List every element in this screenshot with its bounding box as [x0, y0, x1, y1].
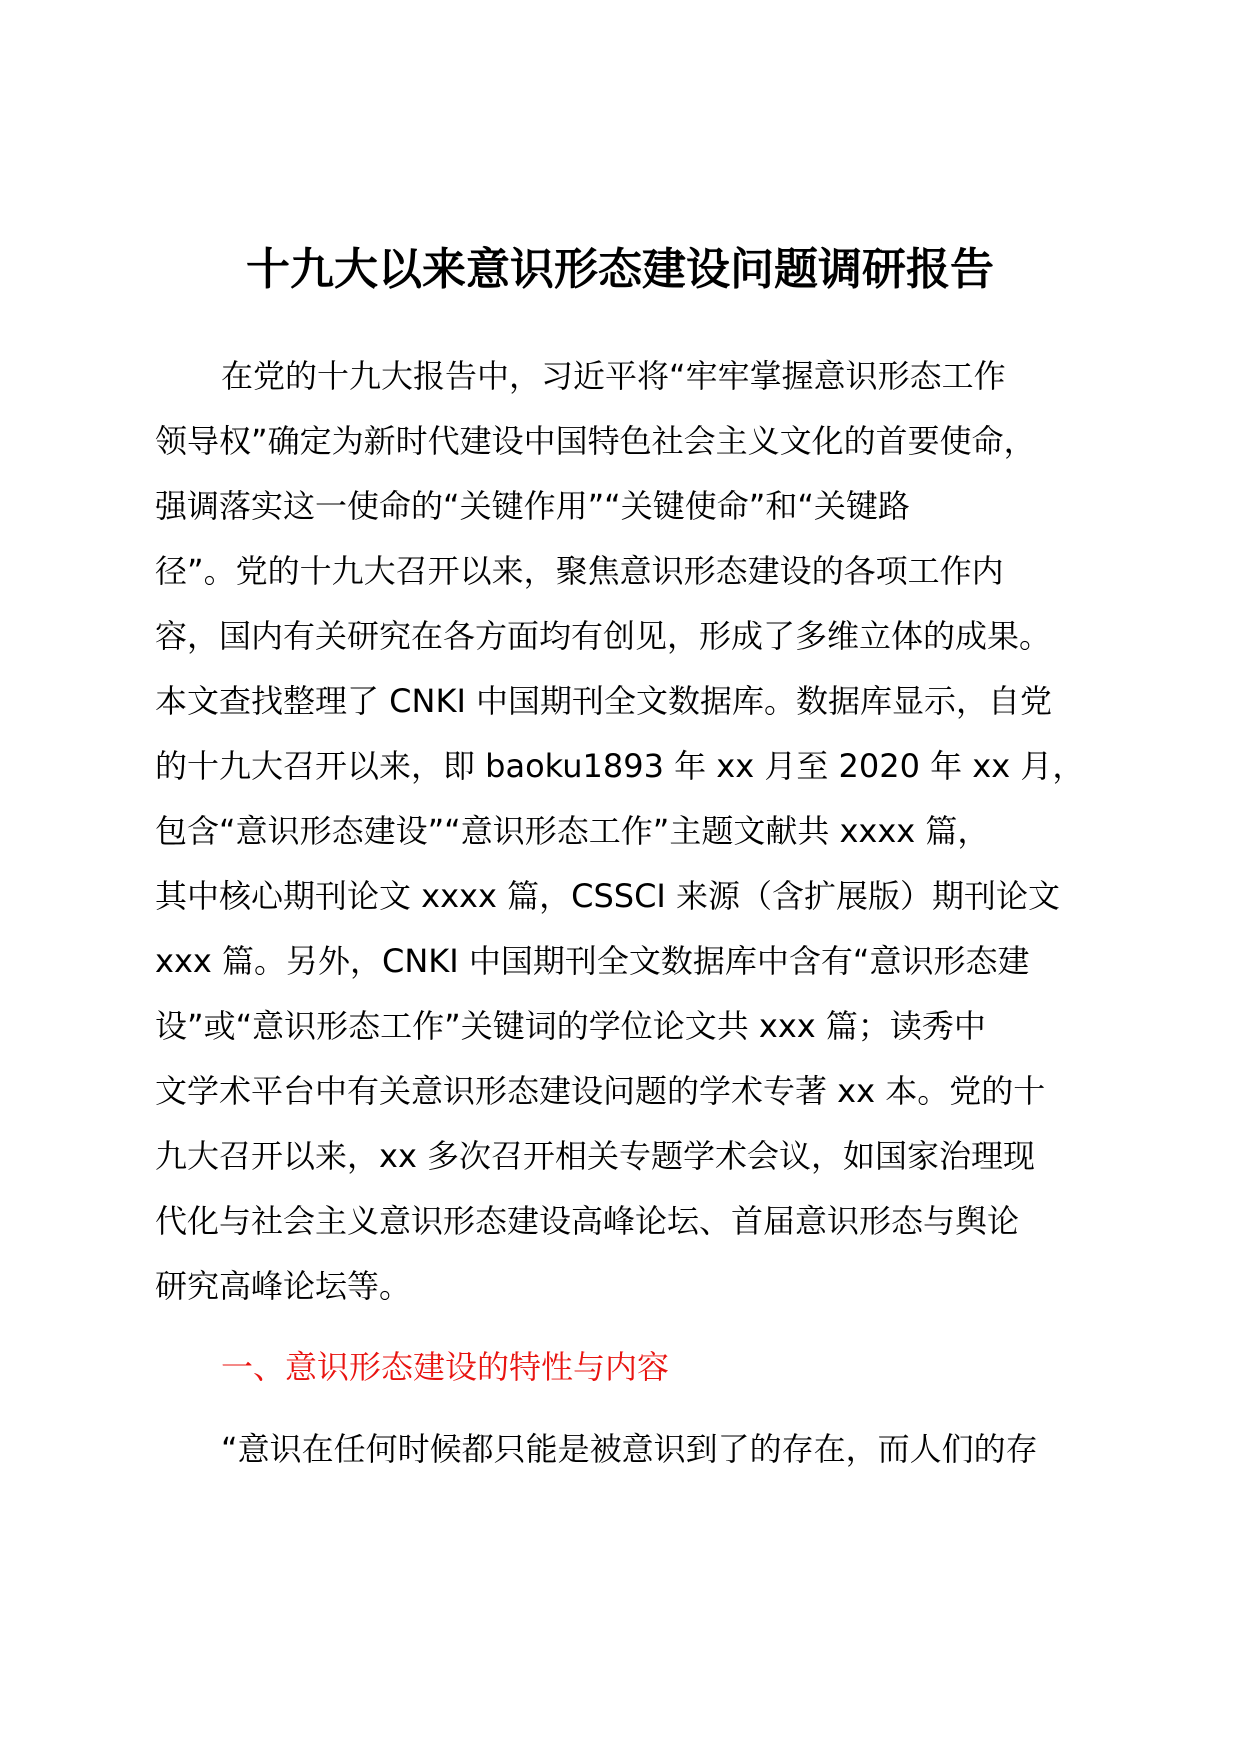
paragraph-line: 领导权”确定为新时代建设中国特色社会主义文化的首要使命，	[155, 422, 1036, 460]
intro-paragraph	[155, 344, 1090, 1319]
paragraph-line: 本文查找整理了 CNKI 中国期刊全文数据库。数据库显示，自党	[155, 682, 1053, 720]
paragraph-line: 强调落实这一使命的“关键作用”“关键使命”和“关键路	[155, 487, 910, 525]
paragraph-line: 代化与社会主义意识形态建设高峰论坛、首届意识形态与舆论	[155, 1202, 1020, 1240]
paragraph-line: 的十九大召开以来，即 baoku1893 年 xx 月至 2020 年 xx 月，	[155, 747, 1085, 785]
paragraph-line: 容，国内有关研究在各方面均有创见，形成了多维立体的成果。	[155, 617, 1052, 655]
paragraph-line: 九大召开以来，xx 多次召开相关专题学术会议，如国家治理现	[155, 1137, 1036, 1175]
section-heading: 一、意识形态建设的特性与内容	[221, 1348, 670, 1386]
paragraph-line: xxx 篇。另外，CNKI 中国期刊全文数据库中含有“意识形态建	[155, 942, 1030, 980]
paragraph-line: 文学术平台中有关意识形态建设问题的学术专著 xx 本。党的十	[155, 1072, 1046, 1110]
paragraph-line: 径”。党的十九大召开以来，聚焦意识形态建设的各项工作内	[155, 552, 1004, 590]
quote-paragraph-line: “意识在任何时候都只能是被意识到了的存在，而人们的存	[221, 1430, 1038, 1468]
paragraph-line: 其中核心期刊论文 xxxx 篇，CSSCI 来源（含扩展版）期刊论文	[155, 877, 1061, 915]
document-title: 十九大以来意识形态建设问题调研报告	[246, 244, 994, 295]
paragraph-line: 包含“意识形态建设”“意识形态工作”主题文献共 xxxx 篇，	[155, 812, 990, 850]
paragraph-line: 研究高峰论坛等。	[155, 1267, 412, 1305]
paragraph-line: 在党的十九大报告中，习近平将“牢牢掌握意识形态工作	[221, 357, 1006, 395]
paragraph-line: 设”或“意识形态工作”关键词的学位论文共 xxx 篇；读秀中	[155, 1007, 986, 1045]
